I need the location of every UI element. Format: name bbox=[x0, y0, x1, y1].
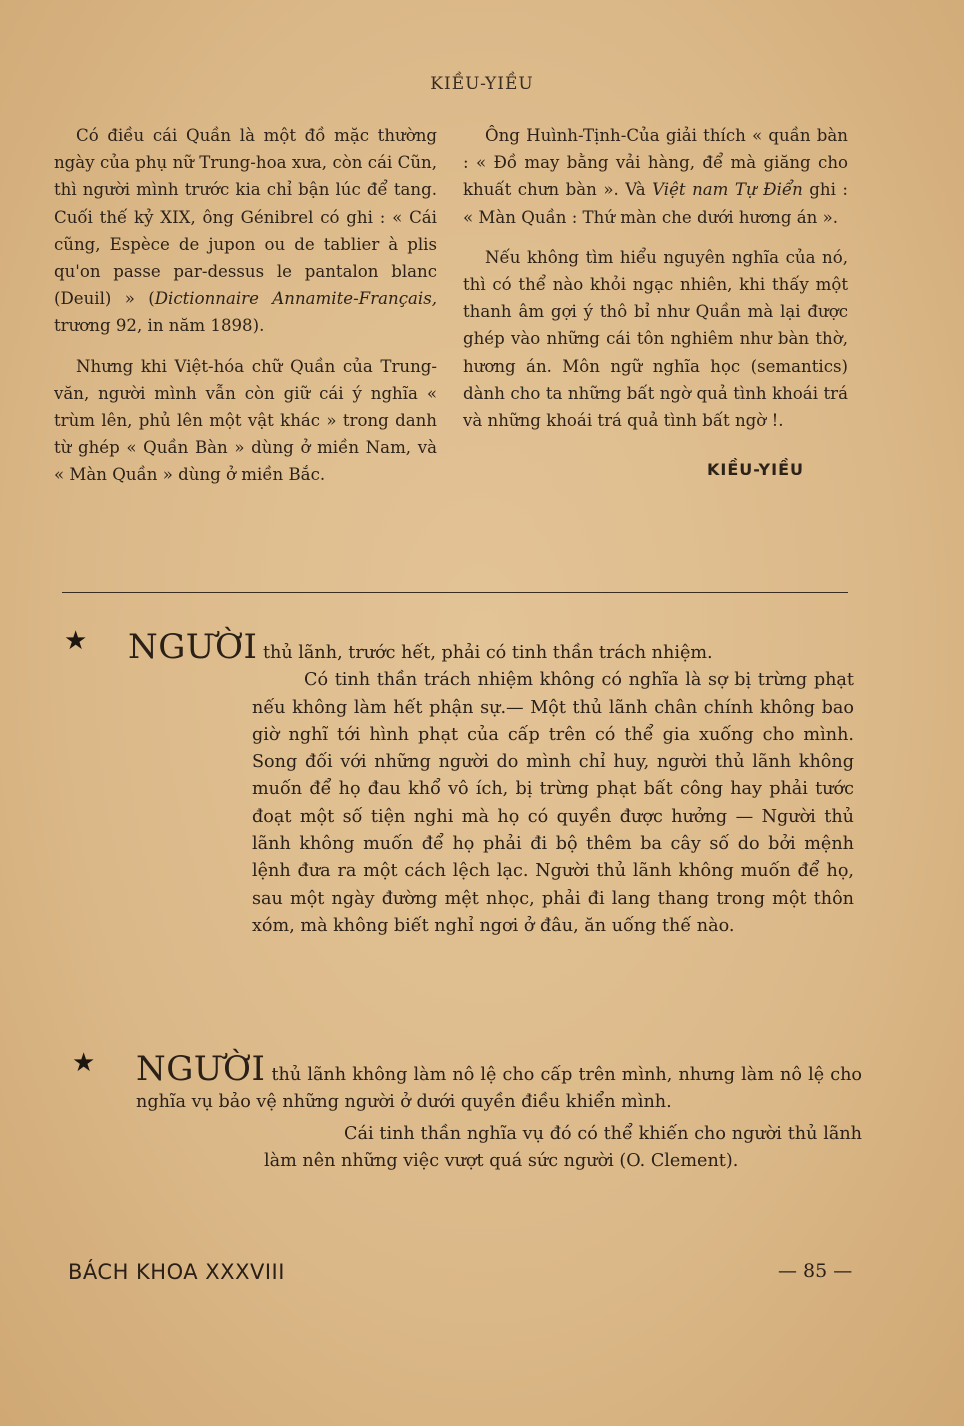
magazine-name: BÁCH KHOA XXXVIII bbox=[68, 1260, 285, 1284]
maxim-2-big-word: NGƯỜI bbox=[136, 1049, 266, 1089]
maxim-2-body: Cái tinh thần nghĩa vụ đó có thể khiến cho người thủ lãnh làm nên những việc vượt quá sức người (O. Clement). bbox=[264, 1123, 862, 1171]
left-paragraph-2: Nhưng khi Việt-hóa chữ Quần của Trung-văn, người mình vẫn còn giữ cái ý nghĩa « trùm lên, phủ lên một vật khác » trong danh từ ghép « Quần Bàn » dùng ở miền Nam, và « Màn Quần » dùng ở miền Bắc. bbox=[54, 356, 437, 485]
star-icon: ★ bbox=[64, 626, 88, 656]
author-signature: KIỀU-YIỀU bbox=[706, 460, 804, 480]
section-divider bbox=[62, 592, 848, 593]
maxim-2 bbox=[136, 1049, 862, 1175]
left-paragraph-1: Có điều cái Quần là một đồ mặc thường ngày của phụ nữ Trung-hoa xưa, còn cái Cũn, thì người mình trước kia chỉ bận lúc để tang. Cuối thế kỷ XIX, ông Génibrel có ghi : « Cái cũng, Espèce de jupon ou de tablier à plis qu'on passe par-dessus le pantalon blanc (Deuil) » (Dictionnaire Annamite-Français, trương 92, in năm 1898). bbox=[54, 126, 437, 336]
maxim-1-big-word: NGƯỜI bbox=[128, 627, 258, 667]
running-head: KIỀU-YIỀU bbox=[430, 74, 534, 94]
maxim-1-body: Có tinh thần trách nhiệm không có nghĩa là sợ bị trừng phạt nếu không làm hết phận sự.— Một thủ lãnh chân chính không bao giờ nghĩ tới hình phạt của cấp trên có thể gia xuống cho mình. Song đối với những người do mình chỉ huy, người thủ lãnh không muốn để họ đau khổ vô ích, bị trừng phạt bất công hay phải tước đoạt một số tiện nghi mà họ có quyền được hưởng — Người thủ lãnh không muốn để họ phải đi bộ thêm ba cây số do bởi mệnh lệnh đưa ra một cách lệch lạc. Người thủ lãnh không muốn để họ, sau một ngày đường mệt nhọc, phải đi lang thang trong một thôn xóm, mà không biết nghỉ ngơi ở đâu, ăn uống thế nào. bbox=[252, 670, 854, 936]
right-column bbox=[463, 122, 848, 483]
dictionary-title: Dictionnaire Annamite-Français, bbox=[154, 289, 437, 309]
star-icon: ★ bbox=[72, 1048, 96, 1078]
right-paragraph-2: Nếu không tìm hiểu nguyên nghĩa của nó, thì có thể nào khỏi ngạc nhiên, khi thấy một thanh âm gợi ý thô bỉ như Quần mà lại được ghép vào những cái tôn nghiêm như bàn thờ, hương án. Môn ngữ nghĩa học (semantics) dành cho ta những bất ngờ quả tình khoái trá và những khoái trá quả tình bất ngờ !. bbox=[463, 247, 848, 431]
left-column bbox=[54, 122, 437, 489]
maxim-1 bbox=[128, 627, 854, 940]
maxim-2-heading: NGƯỜI thủ lãnh không làm nô lệ cho cấp trên mình, nhưng làm nô lệ cho nghĩa vụ bảo vệ những người ở dưới quyền điều khiển mình. bbox=[136, 1049, 862, 1113]
maxim-1-heading: NGƯỜI thủ lãnh, trước hết, phải có tinh thần trách nhiệm. bbox=[128, 627, 713, 667]
page-number: — 85 — bbox=[778, 1260, 853, 1282]
right-paragraph-1: Ông Huình-Tịnh-Của giải thích « quần bàn : « Đồ may bằng vải hàng, để mà giăng cho khuất chưn bàn ». Và Việt nam Tự Điển ghi : « Màn Quần : Thứ màn che dưới hương án ». bbox=[463, 126, 848, 227]
dictionary-name: Việt nam Tự Điển bbox=[652, 180, 803, 200]
